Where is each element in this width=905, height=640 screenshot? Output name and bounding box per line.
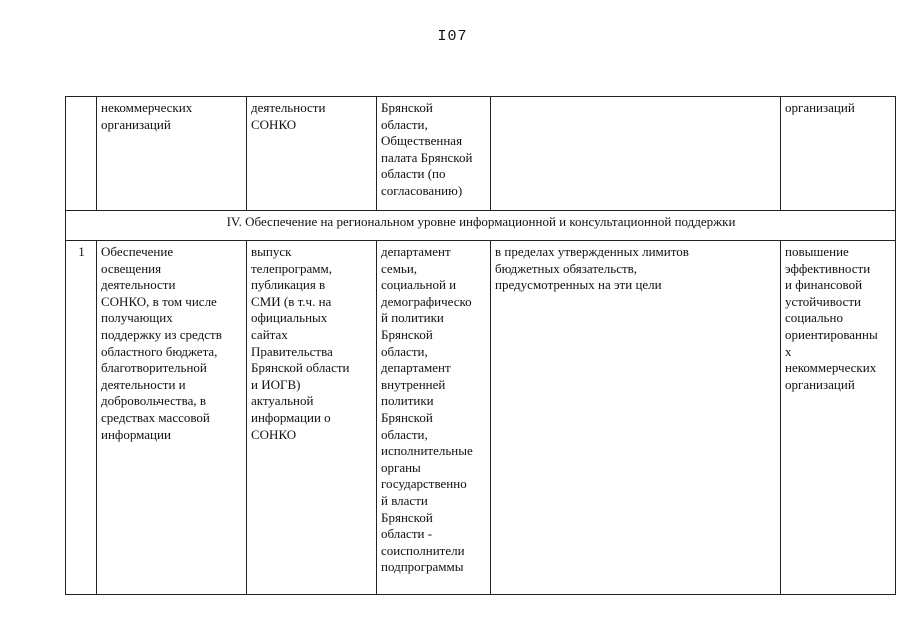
table-row-continued [66,97,896,211]
measure-content-cell: выпуск телепрограмм, публикация в СМИ (в т.ч. на официальных сайтах Правительства Брянской области и ИОГВ) актуальной информации о СОНКО [247,241,377,595]
funding-cell [491,97,781,211]
result-cell: организаций [781,97,896,211]
measure-name-cell: некоммерческих организаций [97,97,247,211]
measure-name-cell: Обеспечение освещения деятельности СОНКО, в том числе получающих поддержку из средств областного бюджета, благотворительной деятельности и добровольчества, в средствах массовой информации [97,241,247,595]
measure-content-cell: деятельности СОНКО [247,97,377,211]
measures-table [65,96,896,595]
page-number: I07 [437,28,468,45]
section-heading-row [66,211,896,241]
funding-cell: в пределах утвержденных лимитов бюджетных обязательств, предусмотренных на эти цели [491,241,781,595]
row-number-cell [66,97,97,211]
result-cell: повышение эффективности и финансовой устойчивости социально ориентированны х некоммерческих организаций [781,241,896,595]
executor-cell: департамент семьи, социальной и демографическо й политики Брянской области, департамент внутренней политики Брянской области, исполнительные органы государственно й власти Брянской области - соисполнители подпрограммы [377,241,491,595]
row-number-cell: 1 [66,241,97,595]
table-row-1 [66,241,896,595]
executor-cell: Брянской области, Общественная палата Брянской области (по согласованию) [377,97,491,211]
section-title: IV. Обеспечение на региональном уровне информационной и консультационной поддержки [66,211,896,241]
